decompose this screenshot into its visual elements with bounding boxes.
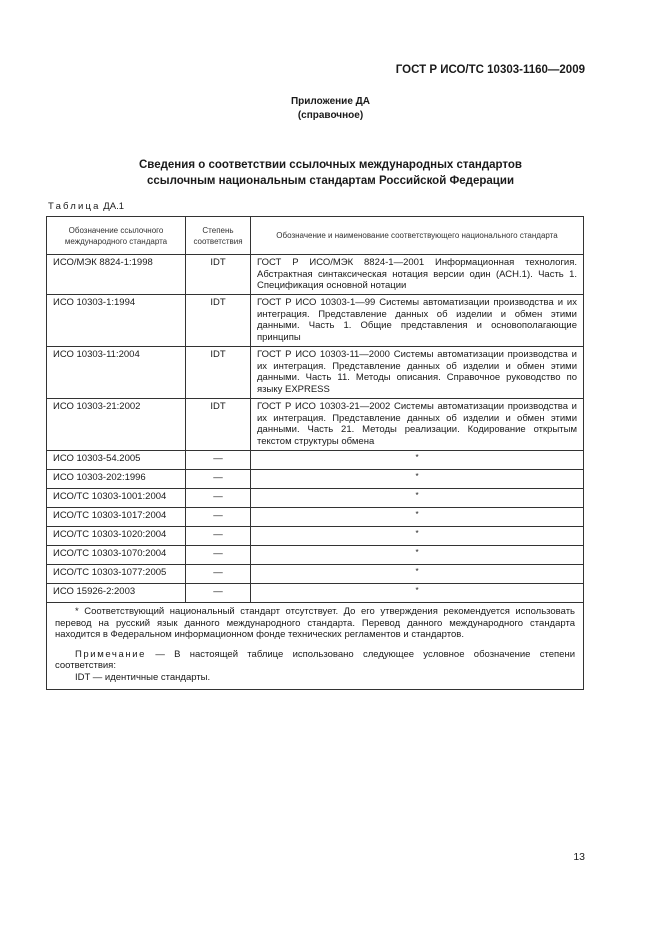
cell-international: ИСО/ТС 10303-1017:2004 [47, 508, 186, 527]
cell-degree: IDT [186, 255, 251, 295]
table-label-id: ДА.1 [103, 201, 124, 212]
column-header-degree: Степень соответствия [186, 217, 251, 255]
table-row [47, 527, 584, 546]
cell-degree: — [186, 584, 251, 603]
cell-national: * [251, 527, 584, 546]
cell-degree: — [186, 527, 251, 546]
cell-international: ИСО/ТС 10303-1070:2004 [47, 546, 186, 565]
table-row [47, 399, 584, 451]
cell-international: ИСО/МЭК 8824-1:1998 [47, 255, 186, 295]
cell-national: * [251, 470, 584, 489]
cell-degree: — [186, 489, 251, 508]
table-row [47, 508, 584, 527]
cell-national: * [251, 508, 584, 527]
section-title-line-1: Сведения о соответствии ссылочных международных стандартов [138, 159, 522, 171]
cell-degree: IDT [186, 295, 251, 347]
cell-international: ИСО 15926-2:2003 [47, 584, 186, 603]
cell-degree: IDT [186, 347, 251, 399]
cell-national: * [251, 584, 584, 603]
correspondence-table [46, 216, 584, 690]
table-row [47, 255, 584, 295]
cell-degree: — [186, 565, 251, 584]
cell-degree: IDT [186, 399, 251, 451]
section-title-line-2: ссылочным национальным стандартам Российской Федерации [146, 175, 515, 187]
footnote-text: * Соответствующий национальный стандарт отсутствует. До его утверждения рекомендуется использовать перевод на русский язык данного международного стандарта. Перевод данного международного стандарта находится в Федеральном информационном фонде технических регламентов и стандартов. [55, 606, 575, 640]
cell-national: ГОСТ Р ИСО 10303-21—2002 Системы автоматизации производства и их интеграция. Представление данных об изделии и обмен этими данными. Часть 21. Методы реализации. Кодирование открытым текстом структуры обмена [251, 399, 584, 451]
table-row [47, 347, 584, 399]
cell-national: * [251, 546, 584, 565]
cell-international: ИСО/ТС 10303-1001:2004 [47, 489, 186, 508]
cell-degree: — [186, 508, 251, 527]
annex-title: Приложение ДА [290, 96, 371, 107]
table-row [47, 489, 584, 508]
cell-international: ИСО 10303-11:2004 [47, 347, 186, 399]
table-label-word: Таблица [48, 201, 101, 212]
section-title [0, 157, 661, 189]
cell-national: ГОСТ Р ИСО/МЭК 8824-1—2001 Информационная технология. Абстрактная синтаксическая нотация версии один (АСН.1). Часть 1. Спецификация основной нотации [251, 255, 584, 295]
cell-national: * [251, 451, 584, 470]
table-row [47, 546, 584, 565]
table-footnote-cell [47, 603, 584, 690]
cell-degree: — [186, 470, 251, 489]
cell-international: ИСО 10303-1:1994 [47, 295, 186, 347]
table-row [47, 565, 584, 584]
annex-subtitle: (справочное) [297, 110, 364, 121]
note-body: — В настоящей таблице использовано следующее условное обозначение степени соответствия: [55, 648, 575, 671]
cell-national: ГОСТ Р ИСО 10303-1—99 Системы автоматизации производства и их интеграция. Представление данных об изделии и обмен этими данными. Часть 1. Общие представления и основополагающие принципы [251, 295, 584, 347]
cell-national: * [251, 489, 584, 508]
cell-international: ИСО 10303-54.2005 [47, 451, 186, 470]
cell-international: ИСО/ТС 10303-1077:2005 [47, 565, 186, 584]
table-row [47, 451, 584, 470]
document-code: ГОСТ Р ИСО/ТС 10303-1160—2009 [395, 64, 585, 76]
cell-national: ГОСТ Р ИСО 10303-11—2000 Системы автоматизации производства и их интеграция. Представление данных об изделии и обмен этими данными. Часть 11. Методы описания. Справочное руководство по языку EXPRESS [251, 347, 584, 399]
table-row [47, 584, 584, 603]
cell-degree: — [186, 451, 251, 470]
cell-international: ИСО 10303-21:2002 [47, 399, 186, 451]
table-row [47, 295, 584, 347]
annex-heading [0, 95, 661, 123]
table-footnote-row [47, 603, 584, 690]
cell-degree: — [186, 546, 251, 565]
table-header-row [47, 217, 584, 255]
column-header-national: Обозначение и наименование соответствующего национального стандарта [251, 217, 584, 255]
cell-international: ИСО/ТС 10303-1020:2004 [47, 527, 186, 546]
note-text [55, 649, 575, 672]
table-row [47, 470, 584, 489]
note-label: Примечание [75, 648, 146, 660]
note-idt-definition: IDT — идентичные стандарты. [75, 671, 211, 683]
page-number: 13 [573, 851, 585, 863]
column-header-international: Обозначение ссылочного международного стандарта [47, 217, 186, 255]
table-label [48, 201, 124, 212]
cell-national: * [251, 565, 584, 584]
cell-international: ИСО 10303-202:1996 [47, 470, 186, 489]
